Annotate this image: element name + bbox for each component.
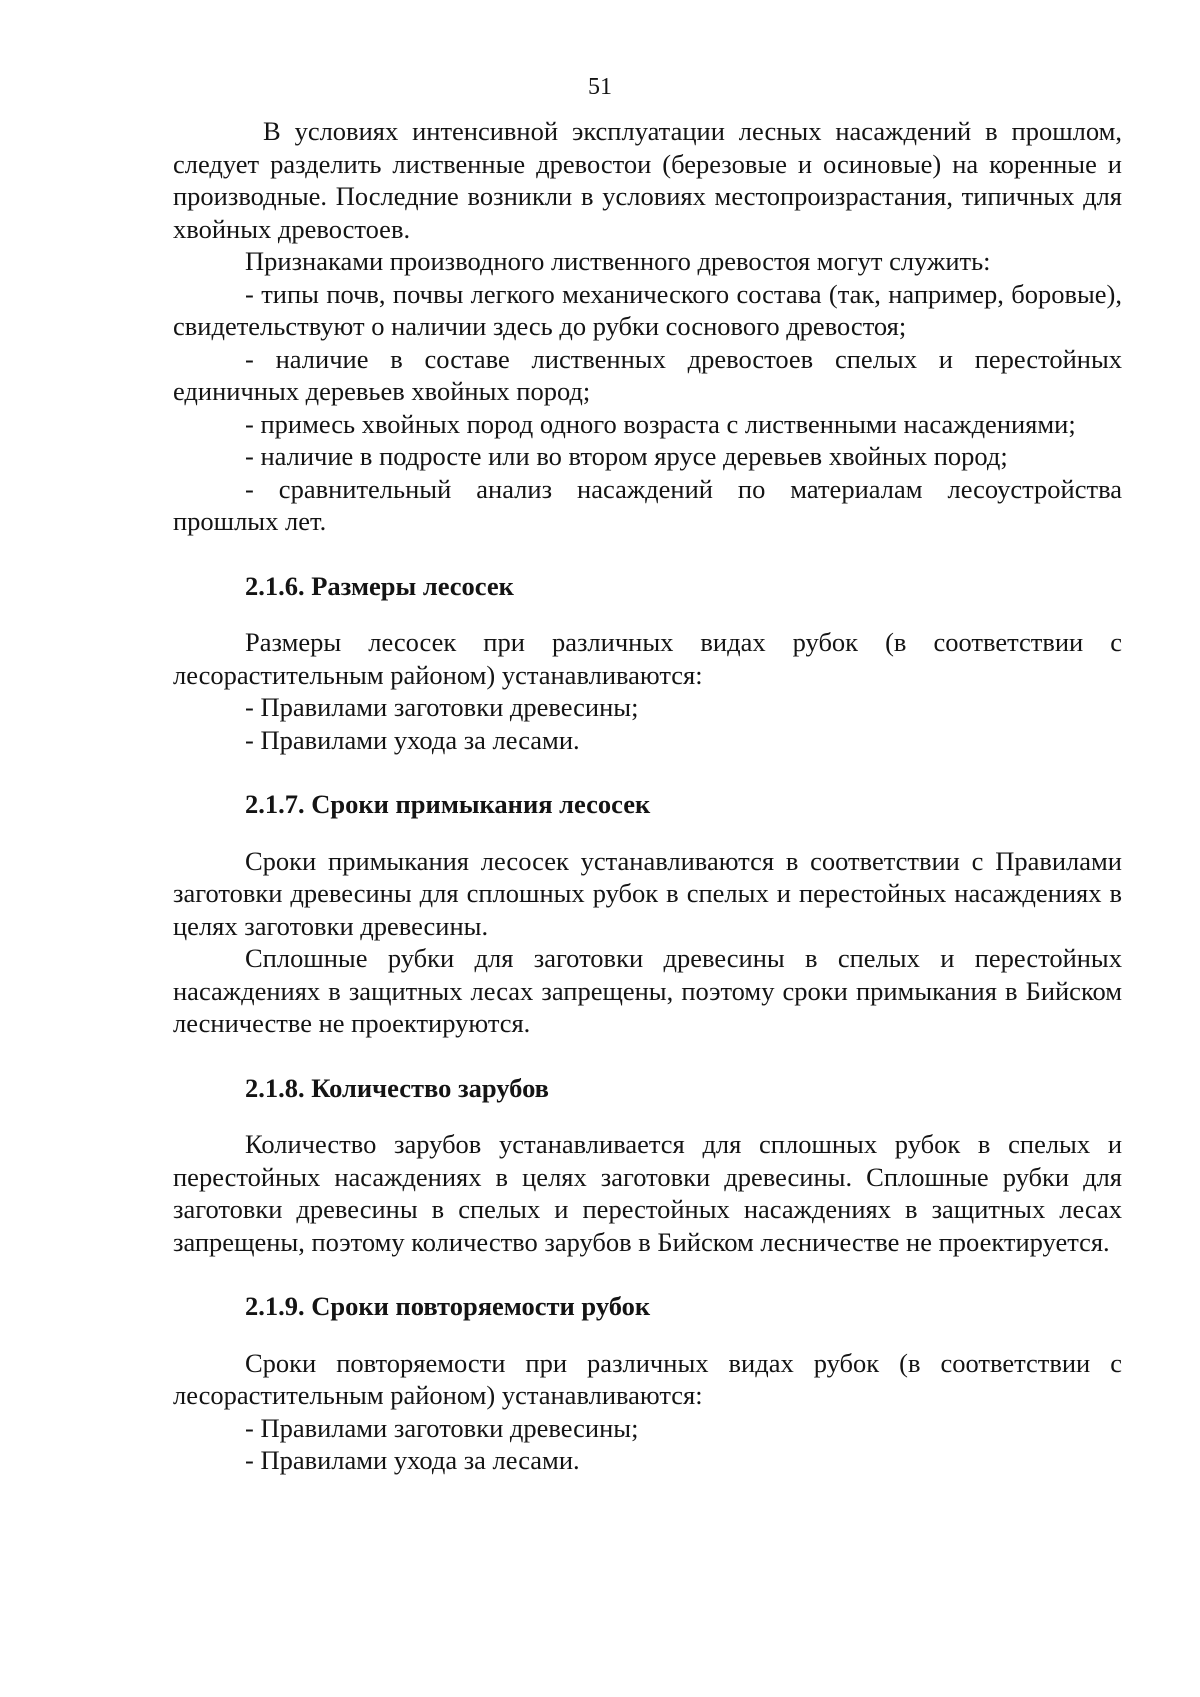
section-paragraph: Количество зарубов устанавливается для сплошных рубок в спелых и перестойных насаждениях в целях заготовки древесины. Сплошные рубки для заготовки древесины в спелых и перестойных насаждениях в защитных лесах запрещены, поэтому количество зарубов в Бийском лесничестве не проектируется.: [173, 1129, 1122, 1257]
section-paragraph: Сроки повторяемости при различных видах рубок (в соответствии с лесорастительным районом) устанавливаются:: [173, 1347, 1122, 1410]
section-list-item: - Правилами ухода за лесами.: [245, 1445, 580, 1475]
intro-list-item: - примесь хвойных пород одного возраста с лиственными насаждениями;: [245, 408, 1076, 439]
intro-paragraph: Признаками производного лиственного древостоя могут служить:: [245, 246, 991, 276]
intro-list-item: - типы почв, почвы легкого механического состава (так, например, боровые), свидетельствуют о наличии здесь до рубки соснового древостоя;: [173, 278, 1122, 341]
intro-paragraph: В условиях интенсивной эксплуатации лесных насаждений в прошлом, следует разделить лиственные древостои (березовые и осиновые) на коренные и производные. Последние возникли в условиях местопроизрастания, типичных для хвойных древостоев.: [173, 116, 1122, 244]
intro-list-item: - наличие в подросте или во втором ярусе деревьев хвойных пород;: [245, 441, 1008, 471]
intro-list-item: - сравнительный анализ насаждений по материалам лесоустройства прошлых лет.: [173, 473, 1122, 536]
section-heading-2-1-8: 2.1.8. Количество зарубов: [245, 1072, 549, 1103]
section-paragraph: Размеры лесосек при различных видах рубок (в соответствии с лесорастительным районом) устанавливаются:: [173, 627, 1122, 690]
section-list-item: - Правилами заготовки древесины;: [245, 1412, 639, 1443]
intro-list-item: - наличие в составе лиственных древостоев спелых и перестойных единичных деревьев хвойных пород;: [173, 343, 1122, 406]
section-paragraph: Сроки примыкания лесосек устанавливаются в соответствии с Правилами заготовки древесины для сплошных рубок в спелых и перестойных насаждениях в целях заготовки древесины.: [173, 845, 1122, 941]
page-content: [173, 115, 1122, 1477]
section-heading-2-1-6: 2.1.6. Размеры лесосек: [245, 570, 514, 601]
section-heading-2-1-7: 2.1.7. Сроки примыкания лесосек: [245, 789, 651, 819]
section-paragraph: Сплошные рубки для заготовки древесины в спелых и перестойных насаждениях в защитных лесах запрещены, поэтому сроки примыкания в Бийском лесничестве не проектируются.: [173, 943, 1122, 1038]
section-list-item: - Правилами ухода за лесами.: [245, 724, 580, 755]
section-list-item: - Правилами заготовки древесины;: [245, 692, 639, 722]
page-number: 51: [588, 74, 612, 100]
section-heading-2-1-9: 2.1.9. Сроки повторяемости рубок: [245, 1291, 651, 1321]
